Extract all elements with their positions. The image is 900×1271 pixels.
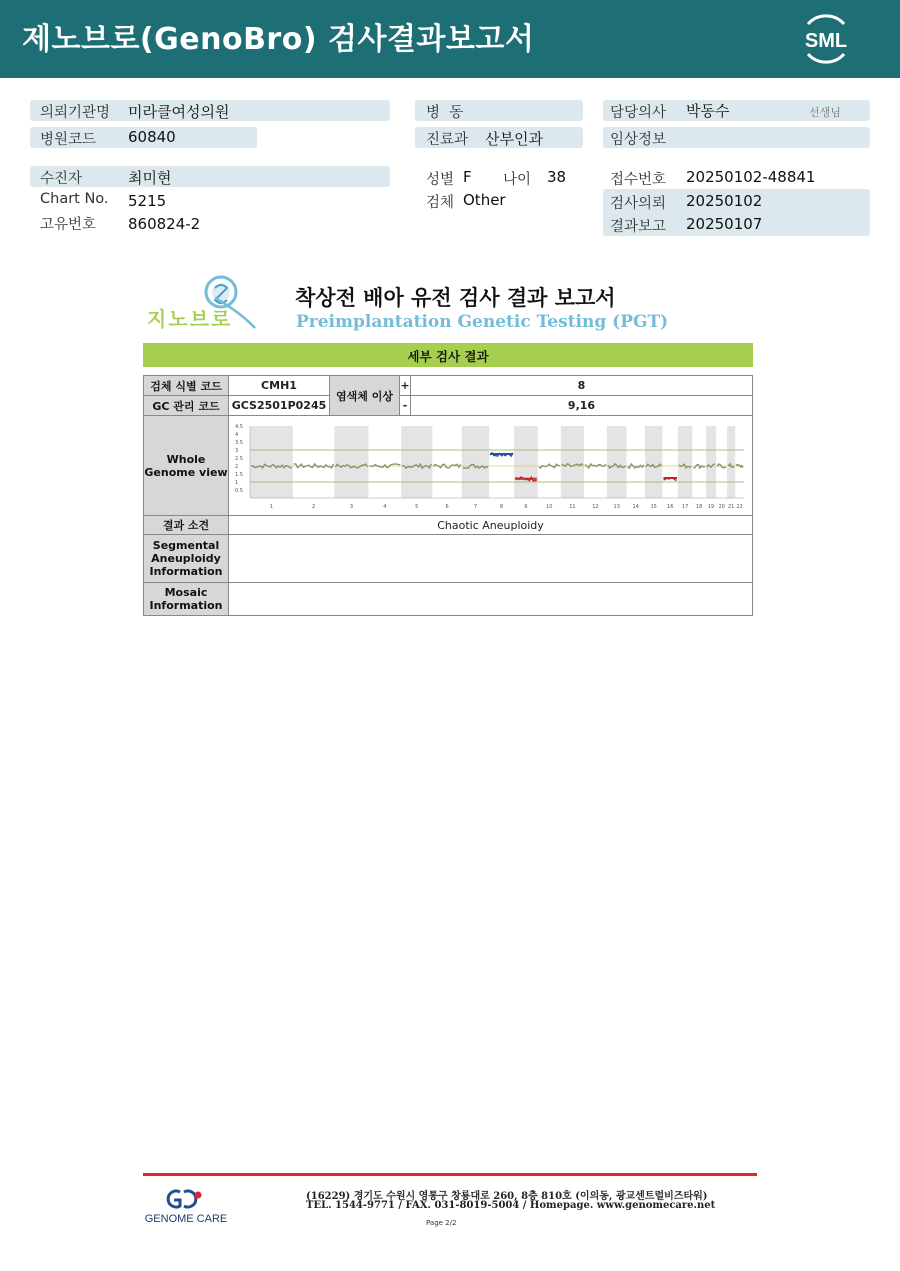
receipt-no-value: 20250102-48841 bbox=[686, 168, 816, 186]
y-tick-label: 3 bbox=[234, 448, 238, 454]
gain-sign: + bbox=[400, 376, 411, 396]
chart-no-value: 5215 bbox=[128, 192, 167, 210]
chromosome-band bbox=[727, 426, 735, 498]
y-tick-label: 0.5 bbox=[234, 488, 243, 494]
sex-value: F bbox=[463, 168, 472, 186]
y-tick-label: 4 bbox=[234, 432, 238, 438]
loss-sign: - bbox=[400, 396, 411, 416]
x-tick-label: 16 bbox=[666, 504, 673, 510]
hospital-code-label: 병원코드 bbox=[40, 132, 97, 148]
x-tick-label: 3 bbox=[349, 504, 353, 510]
gc-code-value: GCS2501P0245 bbox=[229, 396, 330, 416]
patient-value: 최미현 bbox=[128, 169, 172, 187]
x-tick-label: 8 bbox=[499, 504, 503, 510]
chromosome-band bbox=[461, 426, 488, 498]
patient-label: 수진자 bbox=[40, 171, 83, 187]
table-row bbox=[144, 583, 753, 616]
x-tick-label: 10 bbox=[545, 504, 552, 510]
hospital-code-value: 60840 bbox=[128, 128, 176, 146]
sml-logo-icon bbox=[796, 10, 856, 68]
x-tick-label: 1 bbox=[269, 504, 273, 510]
x-tick-label: 11 bbox=[568, 504, 576, 510]
x-tick-label: 21 bbox=[727, 504, 734, 510]
x-tick-label: 19 bbox=[707, 504, 714, 510]
sample-code-value: CMH1 bbox=[229, 376, 330, 396]
sample-code-label: 검체 식별 코드 bbox=[144, 376, 229, 396]
specimen-label: 검체 bbox=[426, 195, 455, 211]
mosaic-value bbox=[229, 583, 753, 616]
age-value: 38 bbox=[547, 168, 567, 186]
y-tick-label: 3.5 bbox=[234, 440, 243, 446]
chromosome-band bbox=[560, 426, 583, 498]
x-tick-label: 13 bbox=[613, 504, 620, 510]
x-tick-label: 6 bbox=[444, 504, 449, 510]
whole-genome-label: Whole Genome view bbox=[144, 416, 229, 516]
sml-logo-text: SML bbox=[804, 30, 848, 52]
genobro-logo-icon bbox=[145, 272, 260, 334]
result-table bbox=[143, 375, 753, 616]
result-label: 결과 소견 bbox=[144, 516, 229, 535]
chromosome-band bbox=[401, 426, 432, 498]
y-tick-label: 1 bbox=[234, 480, 238, 486]
segmental-value bbox=[229, 535, 753, 583]
y-tick-label: 4.5 bbox=[234, 424, 243, 430]
chromosome-band bbox=[514, 426, 538, 498]
page-title: 제노브로(GenoBro) 검사결과보고서 bbox=[22, 22, 535, 57]
chromosome-band bbox=[334, 426, 368, 498]
chromosome-trace bbox=[293, 464, 333, 468]
department-value: 산부인과 bbox=[485, 130, 543, 148]
department-label: 진료과 bbox=[426, 132, 469, 148]
patient-row bbox=[30, 166, 390, 187]
chromosome-band bbox=[705, 426, 715, 498]
table-row bbox=[144, 416, 753, 516]
request-date-value: 20250102 bbox=[686, 192, 763, 210]
clinical-info-label: 임상정보 bbox=[610, 132, 667, 148]
table-row bbox=[144, 396, 753, 416]
genome-care-logo-text: GENOME CARE bbox=[144, 1213, 228, 1225]
gain-chromosomes: 8 bbox=[411, 376, 753, 396]
doctor-value: 박동수 bbox=[686, 102, 730, 120]
institution-label: 의뢰기관명 bbox=[40, 105, 111, 121]
request-date-label: 검사의뢰 bbox=[610, 196, 667, 212]
result-value: Chaotic Aneuploidy bbox=[229, 516, 753, 535]
receipt-no-label: 접수번호 bbox=[610, 172, 667, 188]
ward-label: 병 동 bbox=[426, 105, 464, 121]
mosaic-label: Mosaic Information bbox=[144, 583, 229, 616]
chromosome-band bbox=[677, 426, 691, 498]
chromosome-trace bbox=[736, 464, 743, 468]
whole-genome-chart-cell bbox=[229, 416, 753, 516]
report-date-value: 20250107 bbox=[686, 215, 763, 233]
institution-value: 미라클여성의원 bbox=[128, 103, 230, 121]
segmental-label: Segmental Aneuploidy Information bbox=[144, 535, 229, 583]
whole-genome-chart bbox=[232, 418, 750, 510]
loss-chromosomes: 9,16 bbox=[411, 396, 753, 416]
table-row bbox=[144, 376, 753, 396]
chromosome-band bbox=[644, 426, 662, 498]
footer-contact: TEL. 1544-9771 / FAX. 031-8019-5004 / Homepage. www.genomecare.net bbox=[306, 1200, 716, 1211]
x-tick-label: 20 bbox=[717, 504, 725, 510]
report-title-english: Preimplantation Genetic Testing (PGT) bbox=[296, 312, 669, 332]
age-label: 나이 bbox=[503, 172, 532, 188]
x-tick-label: 18 bbox=[695, 504, 702, 510]
table-row bbox=[144, 535, 753, 583]
unique-no-label: 고유번호 bbox=[40, 217, 97, 233]
chromosome-band bbox=[606, 426, 626, 498]
x-tick-label: 14 bbox=[632, 504, 639, 510]
x-tick-label: 17 bbox=[681, 504, 688, 510]
sex-label: 성별 bbox=[426, 172, 455, 188]
x-tick-label: 22 bbox=[735, 504, 743, 510]
report-title-korean: 착상전 배아 유전 검사 결과 보고서 bbox=[295, 286, 616, 310]
y-tick-label: 1.5 bbox=[234, 472, 243, 478]
x-tick-label: 5 bbox=[414, 504, 418, 510]
unique-no-value: 860824-2 bbox=[128, 215, 201, 233]
chart-no-label: Chart No. bbox=[40, 191, 109, 207]
x-tick-label: 4 bbox=[382, 504, 386, 510]
x-tick-label: 7 bbox=[473, 504, 477, 510]
doctor-label: 담당의사 bbox=[610, 105, 667, 121]
x-tick-label: 9 bbox=[523, 504, 527, 510]
specimen-value: Other bbox=[463, 191, 506, 209]
genobro-logo-text: 지노브로 bbox=[147, 307, 233, 331]
footer-address: (16229) 경기도 수원시 영통구 창룡대로 260, 8층 810호 (이의동, 광교센트럴비즈타워) bbox=[306, 1191, 708, 1202]
genome-care-logo-icon bbox=[140, 1184, 232, 1226]
y-tick-label: 2.5 bbox=[234, 456, 243, 462]
x-tick-label: 2 bbox=[311, 504, 315, 510]
section-title: 세부 검사 결과 bbox=[407, 349, 489, 364]
table-row bbox=[144, 516, 753, 535]
doctor-suffix: 선생님 bbox=[809, 106, 841, 119]
x-tick-label: 12 bbox=[591, 504, 599, 510]
x-tick-label: 15 bbox=[650, 504, 657, 510]
y-tick-label: 2 bbox=[234, 464, 238, 470]
page-number: Page 2/2 bbox=[426, 1219, 457, 1227]
chromosome-band bbox=[250, 426, 293, 498]
report-date-label: 결과보고 bbox=[610, 219, 667, 235]
gc-code-label: GC 관리 코드 bbox=[144, 396, 229, 416]
footer-divider bbox=[143, 1173, 757, 1176]
chrom-abnormal-label: 염색체 이상 bbox=[330, 376, 400, 416]
